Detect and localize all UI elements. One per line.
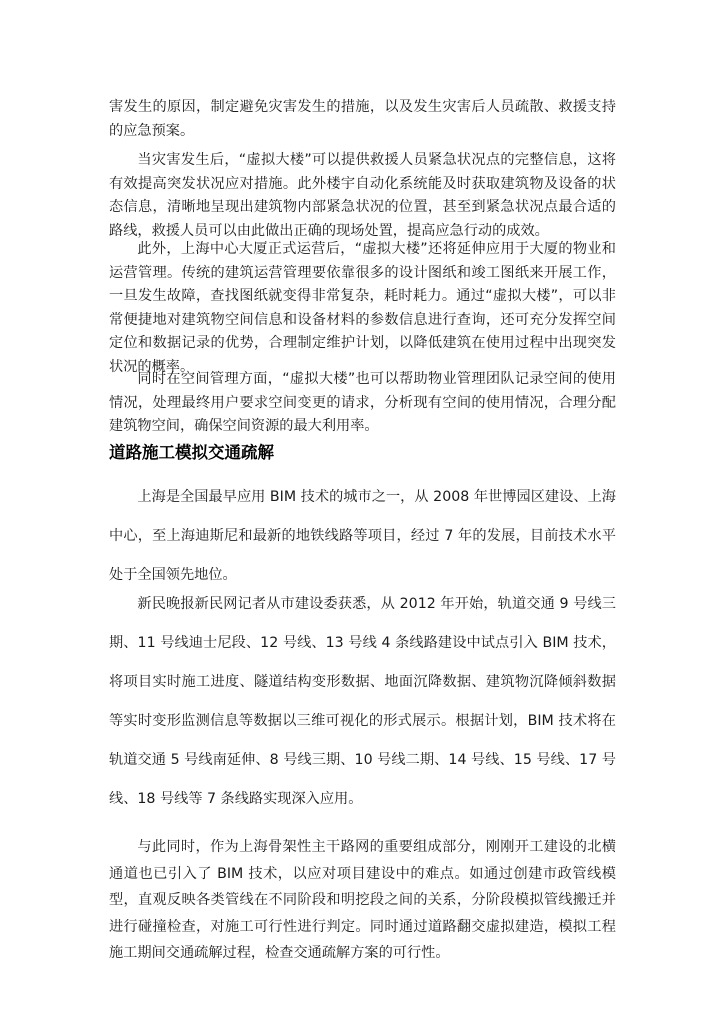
- paragraph-operations-management: 此外，上海中心大厦正式运营后，“虚拟大楼”还将延伸应用于大厦的物业和运营管理。传统的建筑运营管理要依靠很多的设计图纸和竣工图纸来开展工作，一旦发生故障，查找图纸就变得非常复杂，耗时耗力。通过“虚拟大楼”，可以非常便捷地对建筑物空间信息和设备材料的参数信息进行查询，还可充分发挥空间定位和数据记录的优势，合理制定维护计划，以降低建筑在使用过程中出现突发状况的概率。: [109, 241, 616, 375]
- paragraph-emergency-plan: 害发生的原因，制定避免灾害发生的措施，以及发生灾害后人员疏散、救援支持的应急预案。: [109, 99, 616, 139]
- paragraph-space-management: 同时在空间管理方面，“虚拟大楼”也可以帮助物业管理团队记录空间的使用情况，处理最终用户要求空间变更的请求，分析现有空间的使用情况，合理分配建筑物空间，确保空间资源的最大利用率。: [109, 371, 616, 434]
- paragraph-disaster-response: 当灾害发生后，“虚拟大楼”可以提供救援人员紧急状况点的完整信息，这将有效提高突发状况应对措施。此外楼宇自动化系统能及时获取建筑物及设备的状态信息，清晰地呈现出建筑物内部紧急状况的位置，甚至到紧急状况点最合适的路线，救援人员可以由此做出正确的现场处置，提高应急行动的成效。: [109, 152, 616, 239]
- section-heading: 道路施工模拟交通疏解: [109, 443, 274, 462]
- paragraph-shanghai-bim: 上海是全国最早应用 BIM 技术的城市之一，从 2008 年世博园区建设、上海中心，至上海迪斯尼和最新的地铁线路等项目，经过 7 年的发展，目前技术水平处于全国领先地位。: [109, 489, 616, 583]
- paragraph-beiheng-tunnel: 与此同时，作为上海骨架性主干路网的重要组成部分，刚刚开工建设的北横通道也已引入了 BIM 技术，以应对项目建设中的难点。如通过创建市政管线模型，直观反映各类管线在不同阶段和明挖段之间的关系，分阶段模拟管线搬迁并进行碰撞检查，对施工可行性进行判定。同时通过道路翻交虚拟建造，模拟工程施工期间交通疏解过程，检查交通疏解方案的可行性。: [109, 839, 616, 961]
- paragraph-metro-bim: 新民晚报新民网记者从市建设委获悉，从 2012 年开始，轨道交通 9 号线三期、11 号线迪士尼段、12 号线、13 号线 4 条线路建设中试点引入 BIM 技术，将项目实时施工进度、隧道结构变形数据、地面沉降数据、建筑物沉降倾斜数据等实时变形监测信息等数据以三维可视化的形式展示。根据计划，BIM 技术将在轨道交通 5 号线南延伸、8 号线三期、10 号线二期、14 号线、15 号线、17 号线、18 号线等 7 条线路实现深入应用。: [109, 596, 616, 807]
